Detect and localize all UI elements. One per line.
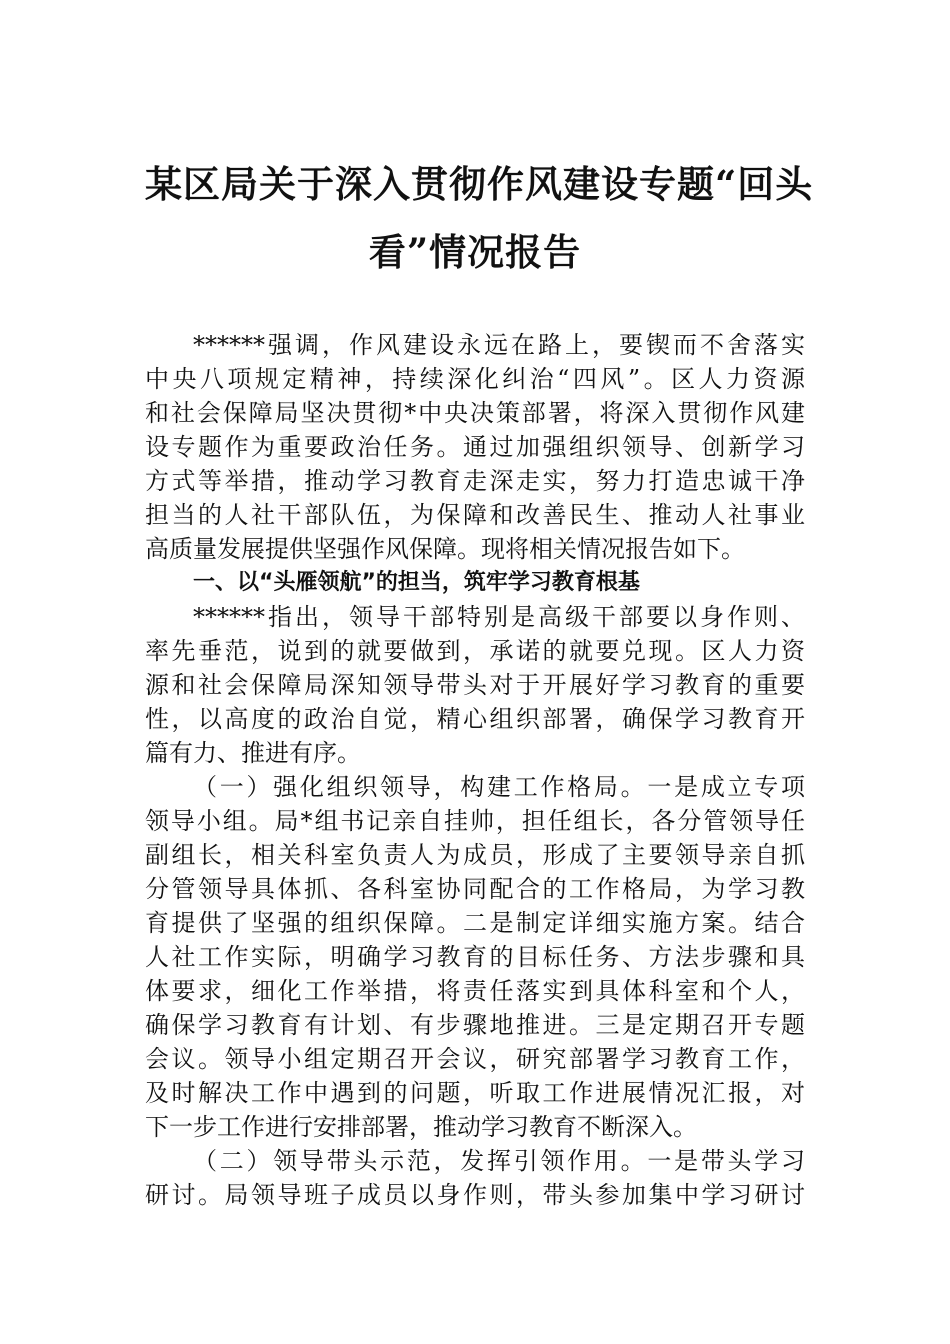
text-line: 育提供了坚强的组织保障。二是制定详细实施方案。结合 xyxy=(145,909,805,937)
text-line: 设专题作为重要政治任务。通过加强组织领导、创新学习 xyxy=(145,433,805,461)
text-line: （二）领导带头示范，发挥引领作用。一是带头学习 xyxy=(193,1147,805,1175)
document-page xyxy=(145,150,814,1212)
text-line: 研讨。局领导班子成员以身作则，带头参加集中学习研讨 xyxy=(145,1181,805,1209)
text-line: 确保学习教育有计划、有步骤地推进。三是定期召开专题 xyxy=(145,1011,805,1039)
document-body xyxy=(145,328,805,1212)
text-line: 副组长，相关科室负责人为成员，形成了主要领导亲自抓 xyxy=(145,841,805,869)
text-line: 人社工作实际，明确学习教育的目标任务、方法步骤和具 xyxy=(145,943,805,971)
text-line: 及时解决工作中遇到的问题，听取工作进展情况汇报，对 xyxy=(145,1079,805,1107)
paragraph-section1-intro xyxy=(145,600,805,770)
paragraph-intro xyxy=(145,328,805,566)
text-line: 篇有力、推进有序。 xyxy=(145,739,361,767)
text-line: 率先垂范，说到的就要做到，承诺的就要兑现。区人力资 xyxy=(145,637,805,665)
text-line: 方式等举措，推动学习教育走深走实，努力打造忠诚干净 xyxy=(145,467,805,495)
text-line: 性，以高度的政治自觉，精心组织部署，确保学习教育开 xyxy=(145,705,805,733)
paragraph-subsection-2 xyxy=(145,1144,805,1212)
text-line: ******强调，作风建设永远在路上，要锲而不舍落实 xyxy=(193,331,805,359)
text-line: 领导小组。局*组书记亲自挂帅，担任组长，各分管领导任 xyxy=(145,807,805,835)
text-line: 高质量发展提供坚强作风保障。现将相关情况报告如下。 xyxy=(145,535,745,563)
text-line: 担当的人社干部队伍，为保障和改善民生、推动人社事业 xyxy=(145,501,805,529)
text-line: 体要求，细化工作举措，将责任落实到具体科室和个人， xyxy=(145,977,805,1005)
document-title xyxy=(145,150,814,286)
heading-line: 一、以“头雁领航”的担当，筑牢学习教育根基 xyxy=(193,570,640,595)
text-line: 下一步工作进行安排部署，推动学习教育不断深入。 xyxy=(145,1113,697,1141)
section-heading-1 xyxy=(145,566,805,600)
title-line-1: 某区局关于深入贯彻作风建设专题“回头 xyxy=(145,162,814,206)
text-line: 中央八项规定精神，持续深化纠治“四风”。区人力资源 xyxy=(145,365,805,393)
text-line: 源和社会保障局深知领导带头对于开展好学习教育的重要 xyxy=(145,671,805,699)
text-line: 会议。领导小组定期召开会议，研究部署学习教育工作， xyxy=(145,1045,805,1073)
title-line-2: 看”情况报告 xyxy=(368,230,582,274)
text-line: 和社会保障局坚决贯彻*中央决策部署，将深入贯彻作风建 xyxy=(145,399,805,427)
text-line: ******指出，领导干部特别是高级干部要以身作则、 xyxy=(193,603,805,631)
text-line: 分管领导具体抓、各科室协同配合的工作格局，为学习教 xyxy=(145,875,805,903)
paragraph-subsection-1 xyxy=(145,770,805,1144)
text-line: （一）强化组织领导，构建工作格局。一是成立专项 xyxy=(193,773,805,801)
